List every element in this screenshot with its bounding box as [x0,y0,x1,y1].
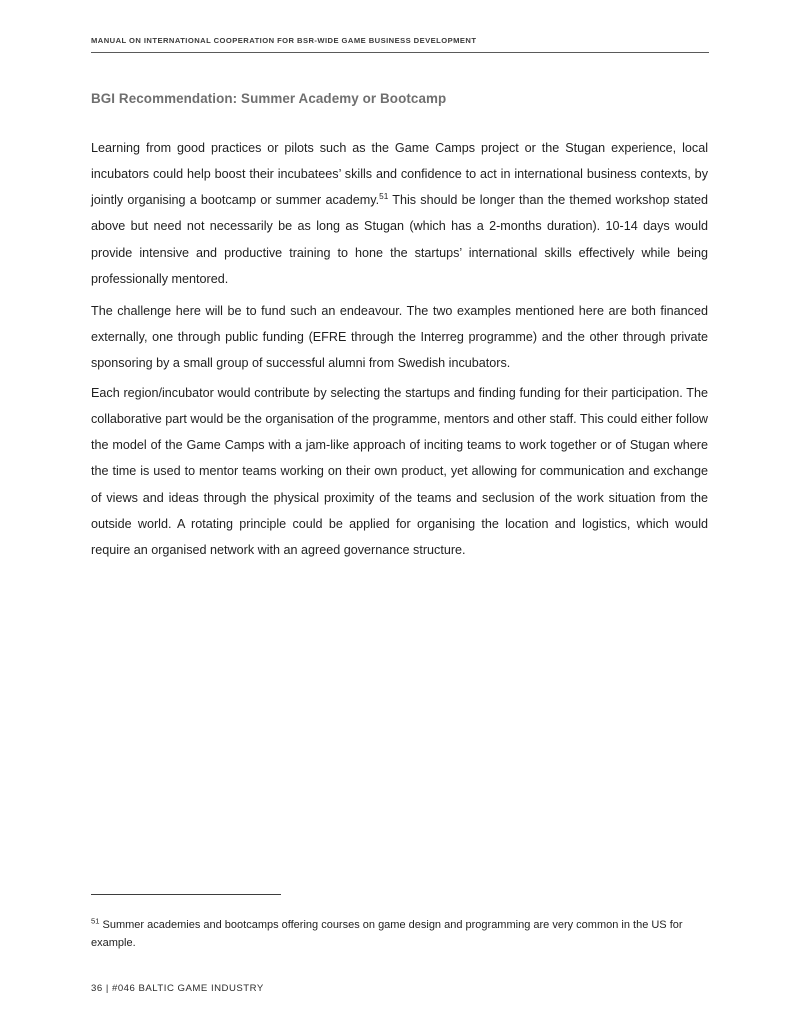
page-content [91,0,709,1035]
footnote-reference-51[interactable]: 51 [379,191,389,201]
paragraph-3: Each region/incubator would contribute by selecting the startups and finding funding for their participation. The collaborative part would be the organisation of the programme, mentors and other staff. This could either follow the model of the Game Camps with a jam-like approach of inciting teams to work together or of Stugan where the time is used to mentor teams working on their own product, yet allowing for communication and exchange of views and ideas through the physical proximity of the teams and seclusion of the work situation from the outside world. A rotating principle could be applied for organising the location and logistics, which would require an organised network with an agreed governance structure. [91,385,708,558]
page-footer: 36 | #046 BALTIC GAME INDUSTRY [91,983,264,994]
paragraph-1 [91,135,708,293]
paragraph-1-text-before-footnote: Learning from good practices or pilots such as the Game Camps project or the Stugan experience, local incubators could help boost their incubatees’ skills and confidence to act in international business contexts, by jointly organising a bootcamp or summer academy. [91,140,708,208]
paragraph-1-text-after-footnote: This should be longer than the themed workshop stated above but need not necessarily be as long as Stugan (which has a 2-months duration). 10-14 days would provide intensive and productive training to hone the startups’ international skills effectively while being professionally mentored. [91,193,708,287]
footnote-marker: 51 [91,916,100,926]
paragraph-2: The challenge here will be to fund such an endeavour. The two examples mentioned here are both financed externally, one through public funding (EFRE through the Interreg programme) and the other through private sponsoring by a small group of successful alumni from Swedish incubators. [91,303,708,371]
footnote-separator [91,894,281,895]
footnote-51 [91,916,708,952]
running-header: MANUAL ON INTERNATIONAL COOPERATION FOR BSR-WIDE GAME BUSINESS DEVELOPMENT [91,36,477,45]
header-divider [91,52,709,53]
footnote-text: Summer academies and bootcamps offering courses on game design and programming are very common in the US for example. [91,919,683,949]
section-heading: BGI Recommendation: Summer Academy or Bootcamp [91,91,447,106]
